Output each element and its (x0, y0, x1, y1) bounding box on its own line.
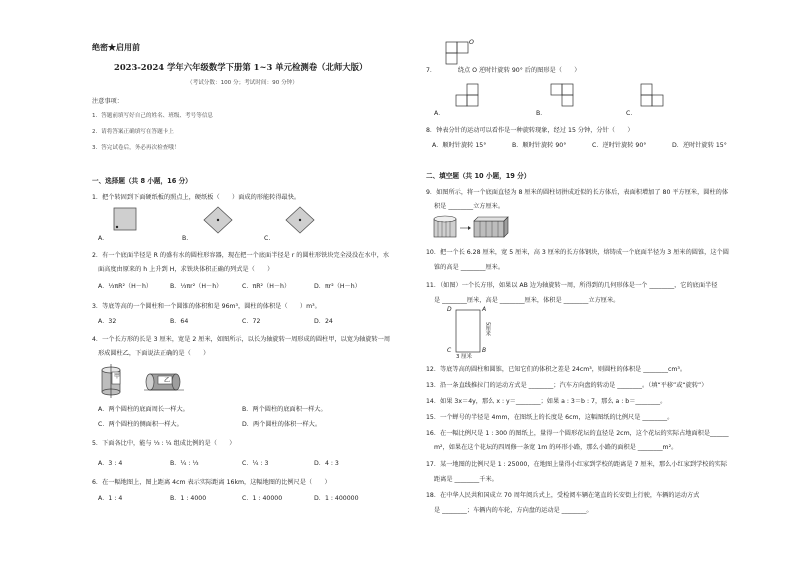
q4-option-d[interactable]: D．两个圆柱的体积一样大。 (242, 421, 322, 428)
question-9-line1: 9．如图所示，将一个底面直径为 8 厘米的圆柱切拼成近似的长方体后，表面积增加了 80 平方厘米，圆柱的体 (426, 189, 729, 196)
q4-cylinder-figures (100, 364, 220, 400)
question-2-line2: 面高度由原来的 h 上升到 H，求铁块体积正确的列式是（ ） (98, 266, 274, 273)
q2-option-d[interactable]: D．πr²（H－h） (314, 283, 361, 290)
question-18-line2: 是 ________；车辆内的车轮，方向盘的运动是 ________。 (434, 507, 593, 514)
note-item: 3．答完试卷后，务必再次检查哦！ (92, 145, 180, 151)
question-13: 13．沿一条直线推拉门的运动方式是 ________；汽车方向盘的转动是 ________。（填“平移”或“旋转”） (426, 382, 708, 389)
q3-option-c[interactable]: C．72 (242, 318, 261, 325)
vertex-c-label: C (447, 347, 452, 354)
exam-info: （考试分数：100 分；考试时间：90 分钟） (187, 80, 298, 86)
notes-heading: 注意事项： (92, 98, 123, 105)
q8-option-c[interactable]: C．逆时针旋转 90° (592, 142, 647, 149)
question-18-line1: 18．在中华人民共和国成立 70 周年阅兵式上，受检阅车辆在笔直的长安街上行驶，车辆的运动方式 (426, 492, 700, 499)
q5-option-b[interactable]: B．¼ : ⅓ (170, 460, 199, 467)
q7-option-b-figure (551, 84, 573, 106)
question-15: 15．一个蝉号的半径是 4mm，在图纸上的长度是 6cm，这幅图纸的比例尺是 ________。 (426, 414, 674, 421)
q1-option-b[interactable]: B. (182, 235, 189, 242)
question-16-line1: 16．在一幅比例尺是 1 : 300 的图纸上，量得一个圆形花坛的直径是 2cm，这个花坛的实际占地面积是______ (426, 430, 729, 437)
question-16-line2: m²，如果在这个花坛的四周修一条宽 1m 的环形小路，那么小路的面积是 ________m²。 (434, 444, 678, 451)
question-17-line1: 17．某一地图的比例尺是 1 : 25000，在地图上量得小红家到学校的距离是 7 厘米，那么小红家到学校的实际 (426, 461, 728, 468)
q3-option-a[interactable]: A．32 (98, 318, 117, 325)
question-12: 12．等底等高的圆柱和圆锥，已知它们的体积之差是 24cm³，则圆柱的体积是 ________cm³。 (426, 366, 687, 373)
cylinder-a-label: 甲 (114, 373, 121, 380)
q1-option-c[interactable]: C. (264, 235, 271, 242)
q8-option-b[interactable]: B．顺时针旋转 90° (512, 142, 567, 149)
question-5: 5．下面各比中，能与 ⅓ : ¼ 组成比例的是（ ） (92, 440, 236, 447)
question-10-line1: 10．把一个长 6.28 厘米，宽 5 厘米，高 3 厘米的长方体钢块，熔铸成一个底面半径为 3 厘米的圆锥，这个圆 (426, 249, 729, 256)
question-6: 6．在一幅地图上，图上距离 4cm 表示实际距离 16km，这幅地图的比例尺是（ ） (92, 479, 331, 486)
page-title: 2023-2024 学年六年级数学下册第 1~3 单元检测卷（北师大版） (114, 62, 368, 72)
q1-option-c-figure (286, 207, 314, 233)
cylinder-b-label: 乙 (164, 377, 171, 384)
q5-option-d[interactable]: D．4 : 3 (314, 460, 339, 467)
vertex-a-label: A (482, 306, 487, 313)
q2-option-c[interactable]: C．πR²（H－h） (242, 283, 291, 290)
note-item: 2．请将答案正确填写在答题卡上 (92, 129, 174, 135)
q9-cylinder-cut-figure (432, 215, 512, 241)
question-4-line1: 4．一个长方形的长是 3 厘米，宽是 2 厘米，如图所示，以长为轴旋转一周形成的圆柱甲，以宽为轴旋转一周 (92, 336, 391, 343)
question-4-line2: 形成圆柱乙，下面说法正确的是（ ） (98, 350, 210, 357)
q3-option-b[interactable]: B．64 (170, 318, 189, 325)
q7-option-figures (456, 82, 756, 112)
q5-option-a[interactable]: A．3 : 4 (98, 460, 123, 467)
confidential-mark: 绝密★启用前 (92, 42, 140, 52)
q2-option-a[interactable]: A．⅓πR²（H－h） (98, 283, 153, 290)
question-11-line1: 11．（如图）一个长方形，如果以 AB 边为轴旋转一周，所得到的几何形体是一个 ________，它的底面半径 (426, 282, 718, 289)
question-17-line2: 距离是 ________千米。 (434, 476, 498, 483)
q7-option-c-figure (641, 84, 663, 106)
note-item: 1．答题前填写好自己的姓名、班级、考号等信息 (92, 113, 214, 119)
point-o-label: O (469, 39, 474, 46)
q4-option-c[interactable]: C．两个圆柱的侧面积一样大。 (98, 421, 183, 428)
q3-option-d[interactable]: D．24 (314, 318, 333, 325)
q6-option-c[interactable]: C．1 : 40000 (242, 495, 283, 502)
question-14: 14．如果 3x＝4y，那么 x : y＝________；如果 a : 3＝b : 7，那么 a : b＝________。 (426, 398, 667, 405)
q4-option-b[interactable]: B．两个圆柱的底面积一样大。 (242, 406, 327, 413)
q6-option-b[interactable]: B．1 : 4000 (170, 495, 207, 502)
q7-option-c[interactable]: C． (626, 110, 637, 117)
q5-option-c[interactable]: C．¼ : 3 (242, 460, 269, 467)
q6-option-a[interactable]: A．1 : 4 (98, 495, 123, 502)
q7-option-a[interactable]: A． (434, 110, 445, 117)
question-1: 1．把个转固到下面硬纸板的照点上，硬纸板（ ）面成的形能转得最快。 (92, 194, 301, 201)
question-2-line1: 2．有一个底面半径是 R 的盛有水的圆柱形容器，现在把一个底面半径是 r 的圆柱形铁块完全浸没在水中，水 (92, 252, 390, 259)
side-length-label: 5厘米 (484, 322, 491, 337)
q8-option-d[interactable]: D．逆时针旋转 15° (672, 142, 727, 149)
q6-option-d[interactable]: D．1 : 400000 (314, 495, 359, 502)
q1-figures (112, 206, 412, 236)
question-10-line2: 锥的高是 ________厘米。 (434, 264, 505, 271)
question-3: 3．等底等高的一个圆柱和一个圆锥的体积和是 96m³，圆柱的体积是（ ）m³。 (92, 303, 321, 310)
section-heading-fill: 二、填空题（共 10 小题，19 分） (426, 172, 531, 180)
q1-option-b-figure (204, 207, 232, 233)
vertex-d-label: D (447, 306, 452, 313)
q2-option-b[interactable]: B．⅓πr²（H－h） (170, 283, 223, 290)
vertex-b-label: B (482, 347, 487, 354)
q4-option-a[interactable]: A．两个圆柱的底面周长一样大。 (98, 406, 189, 413)
q7-option-a-figure (456, 84, 478, 106)
question-8: 8．钟表分针的运动可以看作是一种旋转现象，经过 15 分钟，分针（ ） (426, 127, 634, 134)
section-heading-choice: 一、选择题（共 8 小题，16 分） (92, 177, 192, 185)
q8-option-a[interactable]: A．顺时针旋转 15° (432, 142, 487, 149)
question-9-line2: 积是 ________立方厘米。 (434, 203, 505, 210)
q1-option-a[interactable]: A. (98, 235, 105, 242)
question-7: 7． 绕点 O 逆时针旋转 90° 后的图形是（ ） (426, 67, 581, 74)
q1-option-a-figure (114, 208, 136, 230)
question-11-line2: 是 ________厘米，高是 ________厘米，体积是 ________立方厘米。 (434, 297, 620, 304)
bottom-length-label: 3 厘米 (456, 354, 472, 360)
q7-option-b[interactable]: B． (536, 110, 547, 117)
